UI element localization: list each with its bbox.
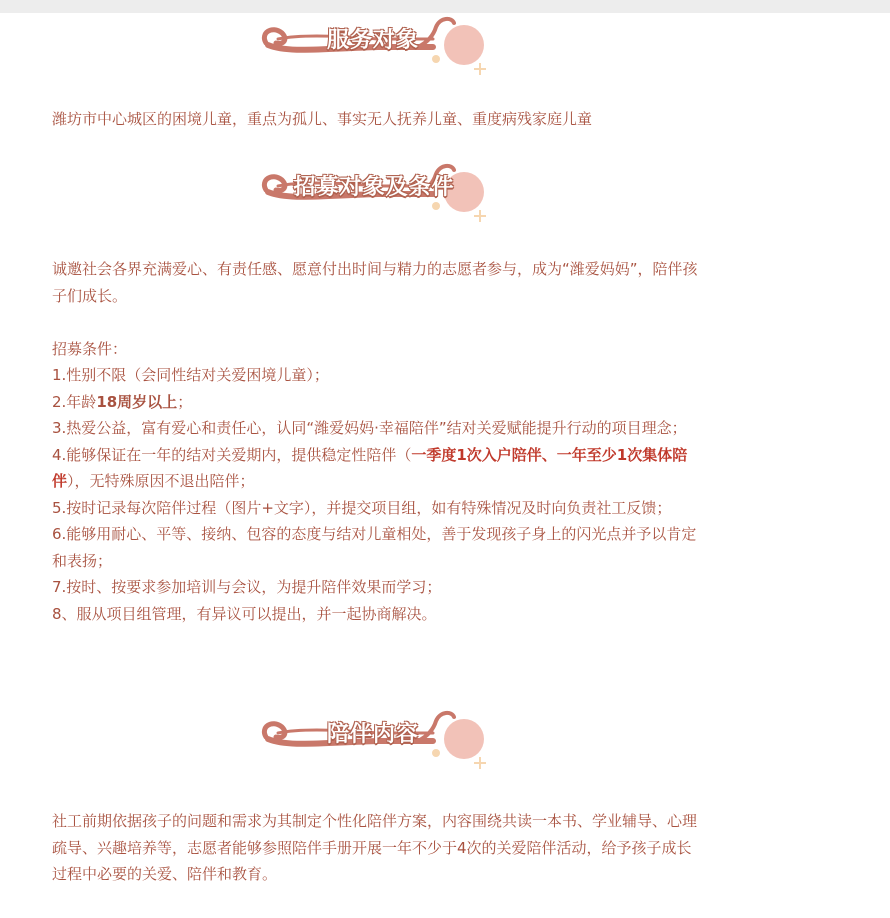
content-body: 社工前期依据孩子的问题和需求为其制定个性化陪伴方案，内容围绕共读一本书、学业辅导、心理疏导、兴趣培养等，志愿者能够参照陪伴手册开展一年不少于4次的关爱陪伴活动，给予孩子成长过程中必要的关爱、陪伴和教育。 <box>52 812 698 883</box>
condition-6: 6.能够用耐心、平等、接纳、包容的态度与结对儿童相处，善于发现孩子身上的闪光点并予以肯定和表扬； <box>52 525 697 570</box>
recruit-paragraph <box>52 256 704 627</box>
service-paragraph <box>52 106 704 133</box>
section-title: 招募对象及条件 <box>293 175 455 200</box>
condition-3: 3.热爱公益，富有爱心和责任心，认同“潍爱妈妈·幸福陪伴”结对关爱赋能提升行动的项目理念； <box>52 419 687 437</box>
condition-7: 7.按时、按要求参加培训与会议，为提升陪伴效果而学习； <box>52 578 442 596</box>
condition-4: 4.能够保证在一年的结对关爱期内，提供稳定性陪伴（一季度1次入户陪伴、一年至少1次集体陪伴），无特殊原因不退出陪伴； <box>52 445 688 490</box>
service-body: 潍坊市中心城区的困境儿童，重点为孤儿、事实无人抚养儿童、重度病残家庭儿童 <box>52 110 593 128</box>
section-banner-recruit <box>258 160 490 226</box>
content-paragraph <box>52 808 704 888</box>
section-banner-service <box>258 13 490 79</box>
condition-1: 1.性别不限（会同性结对关爱困境儿童）； <box>52 366 329 384</box>
section-title: 陪伴内容 <box>326 722 419 747</box>
conditions-label: 招募条件： <box>52 339 128 358</box>
condition-8: 8、服从项目组管理，有异议可以提出，并一起协商解决。 <box>52 604 437 623</box>
recruit-intro: 诚邀社会各界充满爱心、有责任感、愿意付出时间与精力的志愿者参与，成为“潍爱妈妈”，陪伴孩子们成长。 <box>52 260 698 305</box>
condition-5: 5.按时记录每次陪伴过程（图片+文字），并提交项目组，如有特殊情况及时向负责社工反馈； <box>52 498 672 517</box>
top-bar <box>0 0 890 13</box>
section-title: 服务对象 <box>326 28 419 53</box>
condition-2: 2.年龄18周岁以上； <box>52 392 193 411</box>
section-banner-content <box>258 707 490 773</box>
